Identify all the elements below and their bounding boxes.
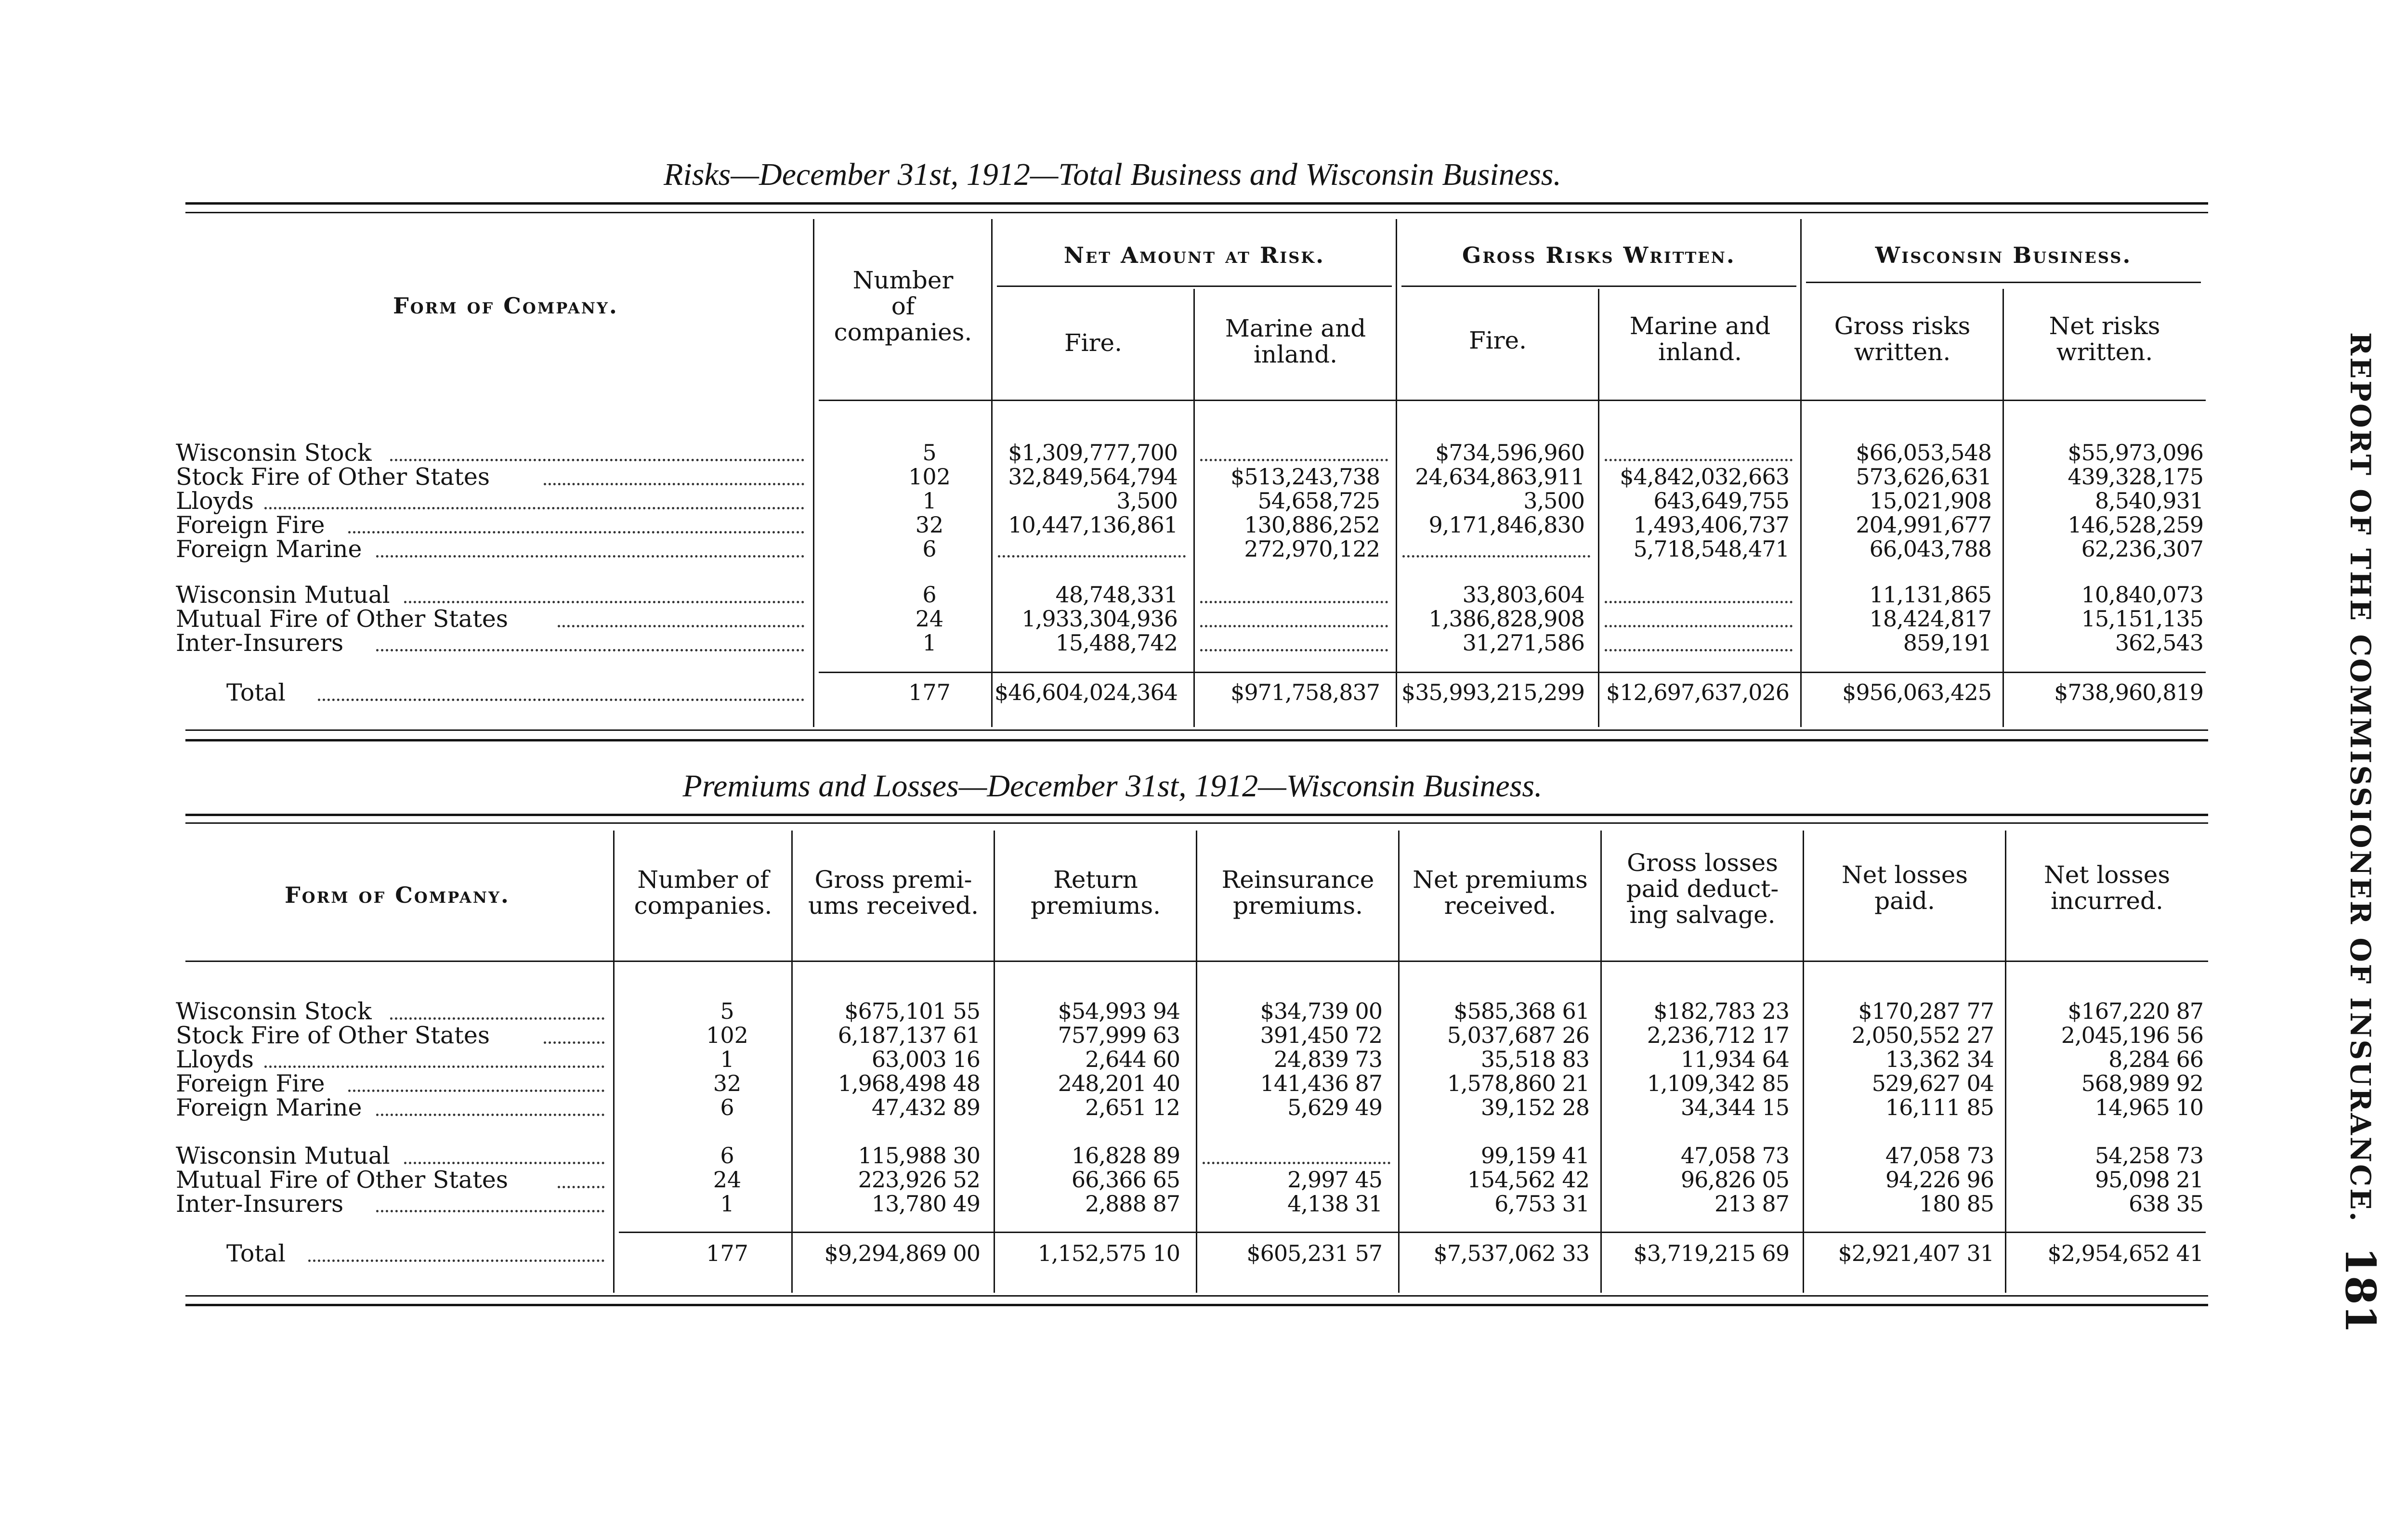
t2-net-paid-cell: 16,111 85 [1885,1094,1994,1120]
t2-gross-prem-cell: $675,101 55 [844,998,980,1024]
t1-gross-marine-cell: 1,493,406,737 [1633,512,1789,538]
t1-gross-marine-cell-empty [1605,625,1793,627]
t2-net-paid-cell: 2,050,552 27 [1851,1022,1994,1048]
table2-header-number [614,867,792,919]
t1-net-marine-cell: $513,243,738 [1230,464,1380,490]
table1-row-label: Lloyds [176,487,254,515]
t1-net-fire-cell: 32,849,564,794 [1008,464,1178,490]
table1-row-count: 24 [915,606,944,632]
table1-row-count: 1 [922,630,937,656]
t1-wis-net-cell: $55,973,096 [2068,440,2203,466]
t2-gross-prem-total: $9,294,869 00 [824,1240,980,1266]
table1-header-number-line: companies. [834,318,972,346]
table2-row-leader [558,1186,604,1188]
table1-row-leader [544,483,804,485]
table2-row-count: 1 [720,1191,734,1217]
t1-wis-gross-cell: 66,043,788 [1869,536,1991,562]
table1-header-line: Gross risks [1834,312,1971,340]
table2-header-line: Gross losses [1627,849,1778,877]
table1-header-gross-marine [1599,313,1801,365]
table1-row-leader [348,531,804,533]
t1-net-fire-cell: 3,500 [1116,488,1178,514]
table1-header-gross-fire: Fire. [1468,326,1527,354]
table1-total-leader [318,699,804,701]
t2-reins-prem-total: $605,231 57 [1246,1240,1382,1266]
t2-gross-prem-cell: 223,926 52 [858,1167,980,1193]
table2-header-gross-losses [1601,850,1804,928]
t2-net-prem-cell: 1,578,860 21 [1447,1070,1589,1096]
table1-total-label: Total [226,679,286,706]
table2-header-line: Number of [637,866,769,894]
t1-wis-net-cell: 8,540,931 [2094,488,2203,514]
table2-header-line: received. [1444,892,1557,920]
table2-header-line: Return [1053,866,1138,894]
t2-net-paid-cell: $170,287 77 [1858,998,1994,1024]
table2-row-leader [376,1210,604,1212]
table1-row-label: Foreign Marine [176,535,362,563]
t1-wis-net-total: $738,960,819 [2054,679,2203,705]
t2-net-paid-cell: 47,058 73 [1885,1143,1994,1169]
table2-header-line: premiums. [1030,892,1161,920]
t1-net-marine-cell-empty [1200,601,1388,603]
t2-gross-losses-cell: 47,058 73 [1680,1143,1789,1169]
t1-net-fire-cell: 1,933,304,936 [1021,606,1178,632]
table2-row-count: 5 [720,998,734,1024]
table1-header-line: written. [2056,338,2153,366]
table2-bottom-rule-2 [185,1304,2208,1306]
t1-net-fire-cell: 10,447,136,861 [1008,512,1178,538]
t2-net-inc-cell: 54,258 73 [2094,1143,2203,1169]
t1-gross-marine-cell: 643,649,755 [1653,488,1789,514]
t2-gross-prem-cell: 1,968,498 48 [838,1070,980,1096]
table2-header-line: ums received. [808,892,979,920]
table2-header-return-prem [995,867,1197,919]
table1-top-rule-2 [185,212,2208,213]
t2-return-prem-cell: 66,366 65 [1071,1167,1180,1193]
t1-net-fire-cell: 15,488,742 [1055,630,1178,656]
table1-header-wisconsin: Wisconsin Business. [1875,242,2132,268]
t2-net-paid-total: $2,921,407 31 [1838,1240,1994,1266]
table1-row-count: 6 [922,582,937,608]
table1-row-leader [390,459,804,461]
table2-header-line: Reinsurance [1221,866,1374,894]
table2-header-bottom-rule [185,961,2208,962]
t1-net-marine-cell: 130,886,252 [1244,512,1380,538]
t2-net-paid-cell: 180 85 [1919,1191,1994,1217]
table1-row-label: Wisconsin Mutual [176,581,390,609]
t2-net-inc-cell: 2,045,196 56 [2061,1022,2203,1048]
t2-net-prem-cell: 35,518 83 [1480,1046,1589,1072]
t2-gross-losses-cell: $182,783 23 [1653,998,1789,1024]
t2-reins-prem-cell: 5,629 49 [1287,1094,1382,1120]
table2-bottom-rule [185,1295,2208,1297]
t1-wis-net-cell: 15,151,135 [2081,606,2203,632]
t1-wis-net-cell: 146,528,259 [2068,512,2203,538]
t2-gross-prem-cell: 115,988 30 [858,1143,980,1169]
t1-gross-marine-cell: $4,842,032,663 [1620,464,1789,490]
table1-row-leader [404,601,804,603]
table1-header-number-line: Number [852,266,954,294]
table1-group-rule [997,286,1392,287]
t2-net-prem-cell: 99,159 41 [1480,1143,1589,1169]
table2-row-label: Foreign Marine [176,1094,362,1121]
t2-net-inc-total: $2,954,652 41 [2047,1240,2203,1266]
table1-header-line: inland. [1658,338,1742,366]
t2-return-prem-cell: 16,828 89 [1071,1143,1180,1169]
table2-header-line: paid. [1874,887,1935,915]
table2-row-label: Wisconsin Stock [176,998,372,1025]
t2-reins-prem-cell-empty [1203,1162,1390,1164]
table2-total-rule [619,1232,2206,1233]
table2-header-form: Form of Company. [285,882,510,908]
t2-net-prem-cell: 154,562 42 [1467,1167,1589,1193]
t2-reins-prem-cell: 141,436 87 [1260,1070,1382,1096]
t2-gross-losses-cell: 96,826 05 [1680,1167,1789,1193]
t2-gross-prem-cell: 47,432 89 [871,1094,980,1120]
t2-net-inc-cell: 95,098 21 [2094,1167,2203,1193]
table2-header-gross-prem [792,867,995,919]
t1-net-fire-cell-empty [998,555,1186,558]
table1-row-count: 5 [922,440,937,466]
t1-net-marine-cell-empty [1200,649,1388,651]
table2-header-net-inc [2006,862,2208,914]
table1-header-line: written. [1854,338,1951,366]
t2-return-prem-cell: 2,651 12 [1085,1094,1180,1120]
t2-net-inc-cell: 8,284 66 [2108,1046,2203,1072]
t1-net-marine-cell-empty [1200,625,1388,627]
table2-row-count: 6 [720,1094,734,1120]
t1-net-marine-cell-empty [1200,459,1388,461]
running-head: REPORT OF THE COMMISSIONER OF INSURANCE. [2344,332,2377,1223]
t2-net-inc-cell: 14,965 10 [2094,1094,2203,1120]
table1-header-line: Net risks [2049,312,2160,340]
t2-return-prem-cell: 2,888 87 [1085,1191,1180,1217]
t1-gross-marine-cell-empty [1605,601,1793,603]
table2-title: Premiums and Losses—December 31st, 1912—Wisconsin Business. [682,768,1543,804]
t2-reins-prem-cell: 391,450 72 [1260,1022,1382,1048]
table2-row-leader [348,1090,604,1092]
table2-row-leader [404,1162,604,1164]
table1-header-line: inland. [1253,340,1338,368]
t2-net-inc-cell: 638 35 [2129,1191,2203,1217]
table1-total-count: 177 [908,679,951,705]
t2-net-prem-total: $7,537,062 33 [1433,1240,1589,1266]
table1-group-rule [1806,282,2201,283]
table2-row-count: 102 [706,1022,748,1048]
t1-gross-fire-cell: $734,596,960 [1435,440,1584,466]
table2-row-leader [264,1065,604,1068]
t2-gross-losses-total: $3,719,215 69 [1633,1240,1789,1266]
t2-net-paid-cell: 13,362 34 [1885,1046,1994,1072]
t1-net-fire-cell: $1,309,777,700 [1008,440,1178,466]
t2-net-prem-cell: 6,753 31 [1494,1191,1589,1217]
table2-row-leader [376,1114,604,1116]
t2-gross-prem-cell: 13,780 49 [871,1191,980,1217]
table1-row-count: 6 [922,536,937,562]
table1-row-label: Foreign Fire [176,511,325,539]
table1-header-net-fire: Fire. [1064,329,1123,357]
t1-net-marine-cell: 272,970,122 [1244,536,1380,562]
table1-bottom-rule-2 [185,739,2208,741]
t2-reins-prem-cell: $34,739 00 [1260,998,1382,1024]
t1-wis-net-cell: 10,840,073 [2081,582,2203,608]
t1-gross-marine-cell-empty [1605,649,1793,651]
table2-row-label: Inter-Insurers [176,1190,344,1218]
t1-gross-fire-cell: 3,500 [1523,488,1584,514]
t2-gross-prem-cell: 6,187,137 61 [838,1022,980,1048]
table1-row-leader [264,507,804,509]
table2-row-count: 6 [720,1143,734,1169]
table1-header-gross-risks: Gross Risks Written. [1462,242,1736,268]
table2-top-rule-2 [185,822,2208,824]
table2-header-net-paid [1804,862,2006,914]
t1-net-fire-total: $46,604,024,364 [994,679,1178,705]
t1-net-fire-cell: 48,748,331 [1055,582,1178,608]
table2-header-line: ing salvage. [1629,901,1776,929]
t1-wis-gross-cell: 11,131,865 [1869,582,1991,608]
t1-net-marine-cell: 54,658,725 [1257,488,1380,514]
table1-bottom-rule [185,729,2208,731]
table1-top-rule [185,202,2208,205]
t2-net-prem-cell: 39,152 28 [1480,1094,1589,1120]
table2-row-count: 32 [713,1070,742,1096]
table1-row-count: 1 [922,488,937,514]
t2-gross-losses-cell: 213 87 [1714,1191,1789,1217]
table2-row-label: Foreign Fire [176,1070,325,1097]
table1-header-number [814,267,992,345]
table2-row-leader [390,1017,604,1020]
table2-header-line: premiums. [1232,892,1363,920]
table1-row-label: Stock Fire of Other States [176,463,490,491]
table2-row-label: Mutual Fire of Other States [176,1166,509,1194]
table2-header-line: companies. [634,892,772,920]
t1-gross-fire-cell: 24,634,863,911 [1415,464,1584,490]
table1-row-label: Inter-Insurers [176,629,344,657]
table1-row-leader [558,625,804,627]
t2-gross-losses-cell: 2,236,712 17 [1647,1022,1789,1048]
table2-header-reins-prem [1197,867,1399,919]
table2-row-count: 1 [720,1046,734,1072]
table2-row-label: Lloyds [176,1046,254,1073]
t2-return-prem-total: 1,152,575 10 [1037,1240,1180,1266]
table1-total-rule [819,672,2206,673]
t1-wis-gross-cell: 204,991,677 [1856,512,1991,538]
t2-reins-prem-cell: 2,997 45 [1287,1167,1382,1193]
table2-header-line: Gross premi- [814,866,972,894]
t1-wis-net-cell: 62,236,307 [2081,536,2203,562]
table1-header-number-line: of [891,292,915,320]
t1-wis-gross-total: $956,063,425 [1842,679,1991,705]
t1-gross-marine-cell-empty [1605,459,1793,461]
table2-row-label: Stock Fire of Other States [176,1022,490,1049]
t1-gross-fire-cell: 33,803,604 [1462,582,1584,608]
t2-gross-losses-cell: 34,344 15 [1680,1094,1789,1120]
table1-row-label: Mutual Fire of Other States [176,605,509,633]
t2-net-paid-cell: 529,627 04 [1871,1070,1994,1096]
table2-row-count: 24 [713,1167,742,1193]
t1-net-marine-total: $971,758,837 [1230,679,1380,705]
table2-header-line: Net premiums [1413,866,1588,894]
table2-header-line: paid deduct- [1626,875,1779,903]
t2-net-prem-cell: $585,368 61 [1453,998,1589,1024]
t2-gross-losses-cell: 11,934 64 [1680,1046,1789,1072]
table1-row-leader [376,649,804,651]
t1-gross-marine-total: $12,697,637,026 [1606,679,1789,705]
t2-gross-prem-cell: 63,003 16 [871,1046,980,1072]
page-number: 181 [2336,1247,2384,1334]
t2-net-paid-cell: 94,226 96 [1885,1167,1994,1193]
table2-row-leader [544,1041,604,1044]
table2-header-line: Net losses [1842,861,1968,889]
t1-gross-fire-cell: 9,171,846,830 [1428,512,1584,538]
table2-total-count: 177 [706,1240,748,1266]
t2-net-prem-cell: 5,037,687 26 [1447,1022,1589,1048]
table2-total-leader [308,1260,604,1262]
t1-wis-net-cell: 362,543 [2115,630,2203,656]
t1-gross-fire-cell: 1,386,828,908 [1428,606,1584,632]
table1-header-wis-gross [1801,313,2003,365]
t1-gross-fire-total: $35,993,215,299 [1401,679,1584,705]
t1-gross-fire-cell-empty [1402,555,1590,558]
t2-net-inc-cell: 568,989 92 [2081,1070,2203,1096]
table1-header-net-amount: Net Amount at Risk. [1063,242,1325,268]
table1-row-count: 102 [908,464,951,490]
t2-return-prem-cell: 757,999 63 [1058,1022,1180,1048]
t1-wis-gross-cell: 15,021,908 [1869,488,1991,514]
table1-header-wis-net [2003,313,2206,365]
table1-row-leader [376,555,804,558]
t2-reins-prem-cell: 4,138 31 [1287,1191,1382,1217]
table2-header-line: Net losses [2044,861,2170,889]
table2-header-line: incurred. [2051,887,2163,915]
t2-return-prem-cell: 248,201 40 [1058,1070,1180,1096]
table1-row-label: Wisconsin Stock [176,439,372,467]
t1-wis-gross-cell: 18,424,817 [1869,606,1991,632]
t1-gross-fire-cell: 31,271,586 [1462,630,1584,656]
t1-wis-gross-cell: 573,626,631 [1856,464,1991,490]
table2-row-label: Wisconsin Mutual [176,1142,390,1169]
t1-gross-marine-cell: 5,718,548,471 [1633,536,1789,562]
t1-wis-net-cell: 439,328,175 [2068,464,2203,490]
table2-header-net-prem [1399,867,1601,919]
table2-top-rule [185,814,2208,816]
table1-header-bottom-rule [819,400,2206,401]
t2-return-prem-cell: $54,993 94 [1058,998,1180,1024]
table1-header-line: Marine and [1225,314,1366,342]
table2-total-label: Total [226,1240,286,1267]
table1-title: Risks—December 31st, 1912—Total Business and Wisconsin Business. [664,157,1561,192]
t1-wis-gross-cell: $66,053,548 [1856,440,1991,466]
table1-header-form: Form of Company. [393,293,618,319]
t2-gross-losses-cell: 1,109,342 85 [1647,1070,1789,1096]
t1-wis-gross-cell: 859,191 [1903,630,1991,656]
t2-return-prem-cell: 2,644 60 [1085,1046,1180,1072]
table1-header-net-marine [1194,315,1397,367]
table1-group-rule [1401,286,1796,287]
t2-reins-prem-cell: 24,839 73 [1273,1046,1382,1072]
table1-header-line: Marine and [1629,312,1771,340]
t2-net-inc-cell: $167,220 87 [2068,998,2203,1024]
table1-row-count: 32 [915,512,944,538]
